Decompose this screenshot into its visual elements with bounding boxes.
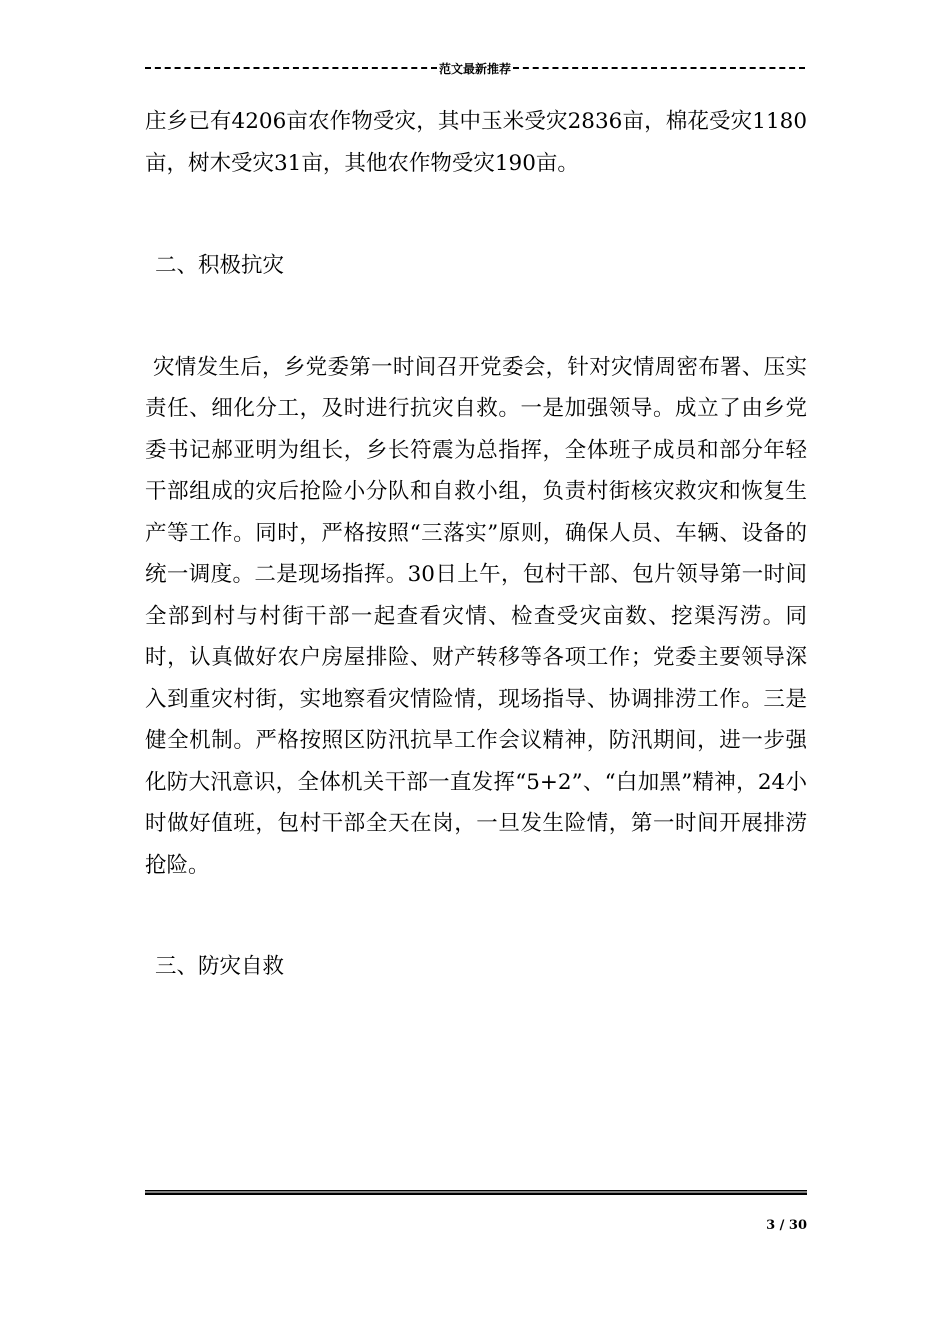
- page-header: [145, 58, 805, 78]
- section-heading-3: 三、防灾自救: [155, 954, 285, 979]
- document-body: [145, 101, 807, 988]
- page-number: 3 / 30: [766, 1218, 807, 1233]
- header-title: 范文最新推荐: [439, 61, 512, 76]
- paragraph-disaster-response: 灾情发生后，乡党委第一时间召开党委会，针对灾情周密布署、压实责任、细化分工，及时进行抗灾自救。一是加强领导。成立了由乡党委书记郝亚明为组长，乡长符震为总指挥，全体班子成员和部分年轻干部组成的灾后抢险小分队和自救小组，负责村街核灾救灾和恢复生产等工作。同时，严格按照“三落实”原则，确保人员、车辆、设备的统一调度。二是现场指挥。30日上午，包村干部、包片领导第一时间全部到村与村街干部一起查看灾情、检查受灾亩数、挖渠泻涝。同时，认真做好农户房屋排险、财产转移等各项工作；党委主要领导深入到重灾村街，实地察看灾情险情，现场指导、协调排涝工作。三是健全机制。严格按照区防汛抗旱工作会议精神，防汛期间，进一步强化防大汛意识，全体机关干部一直发挥“5+2”、“白加黑”精神，24小时做好值班，包村干部全天在岗，一旦发生险情，第一时间开展排涝抢险。: [145, 354, 807, 878]
- header-dashes-left: [145, 67, 437, 69]
- footer-divider: [145, 1190, 807, 1195]
- header-dashes-right: [513, 67, 805, 69]
- paragraph-crop-damage: 庄乡已有4206亩农作物受灾，其中玉米受灾2836亩，棉花受灾1180亩，树木受灾31亩，其他农作物受灾190亩。: [145, 109, 807, 176]
- section-heading-2: 二、积极抗灾: [155, 253, 285, 278]
